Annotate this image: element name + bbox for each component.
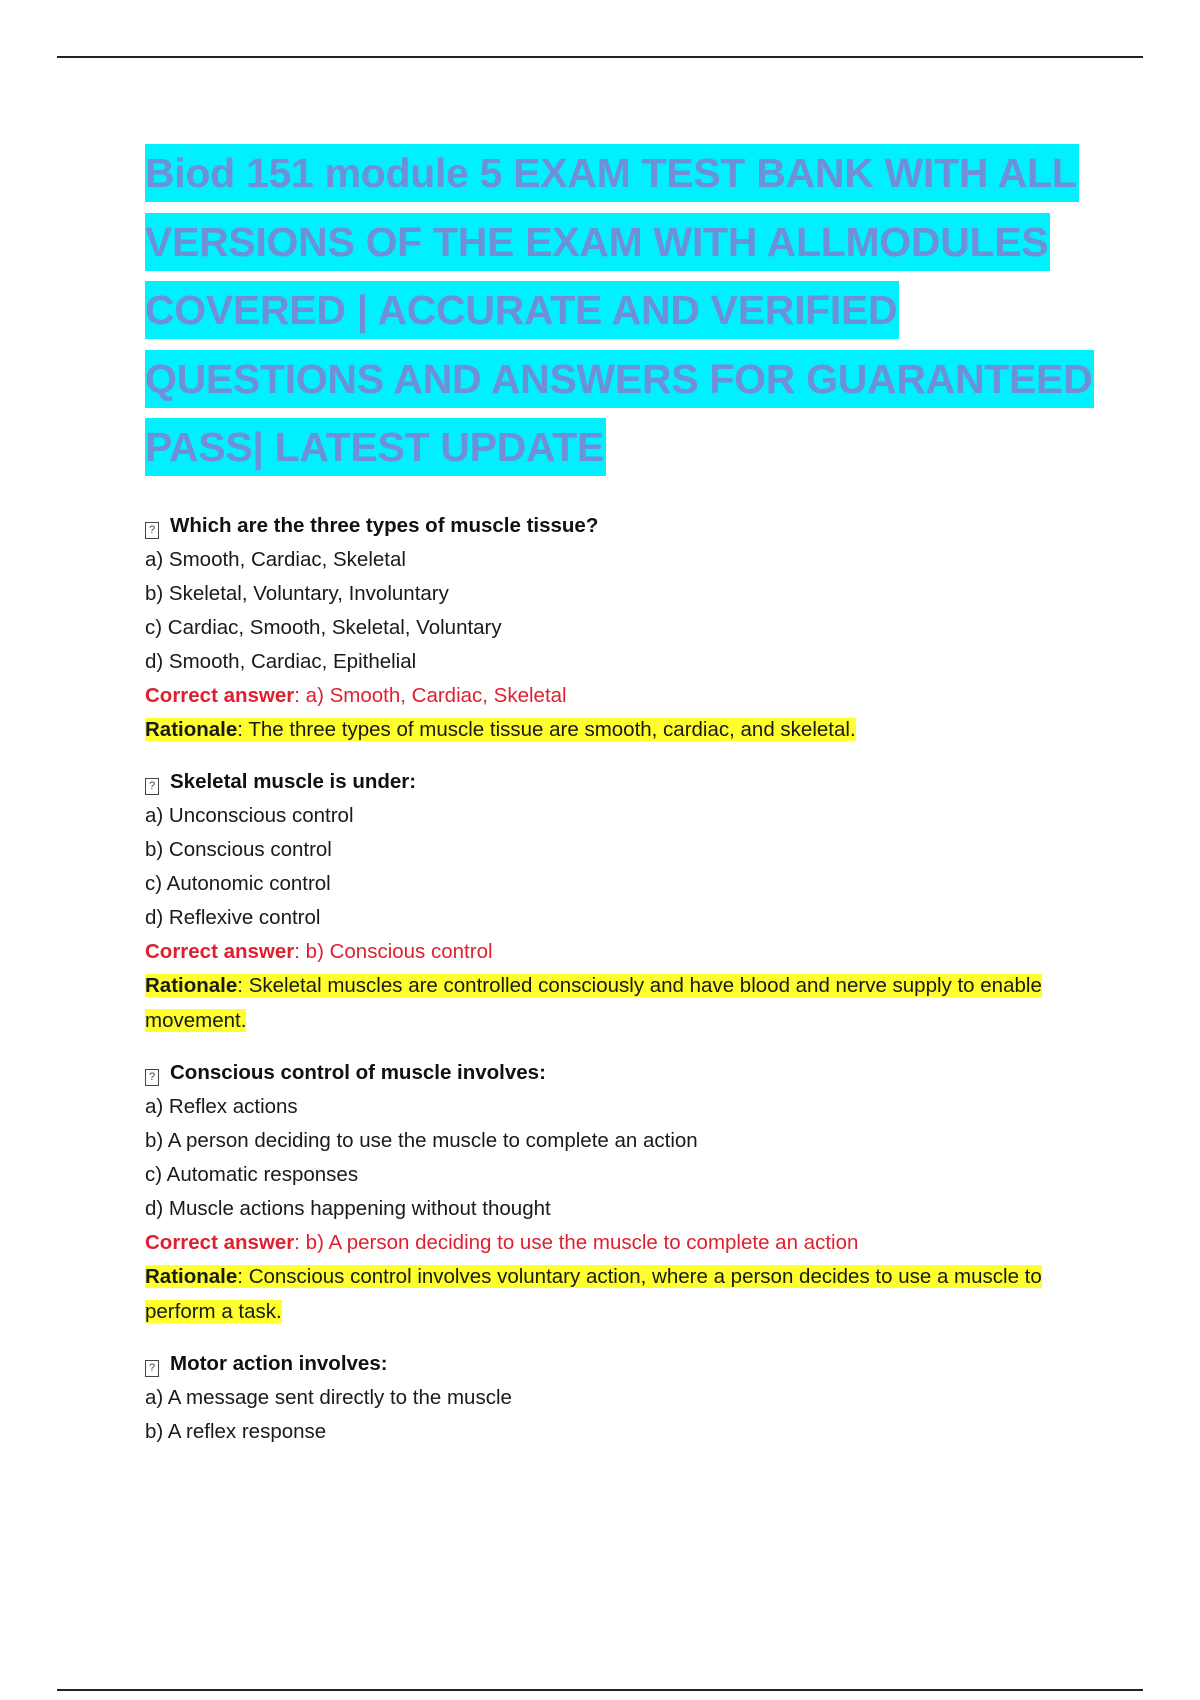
missing-glyph-icon: ? bbox=[145, 522, 159, 539]
rationale-label: Rationale bbox=[145, 1265, 238, 1288]
question-heading bbox=[145, 765, 1095, 799]
answer-option: b) A person deciding to use the muscle to complete an action bbox=[145, 1129, 698, 1152]
question-block bbox=[145, 765, 1095, 1038]
answer-option: d) Reflexive control bbox=[145, 906, 321, 929]
correct-answer: Correct answer: b) A person deciding to use the muscle to complete an action bbox=[145, 1231, 859, 1254]
answer-option: c) Cardiac, Smooth, Skeletal, Voluntary bbox=[145, 615, 502, 639]
title-line: COVERED | ACCURATE AND VERIFIED bbox=[145, 281, 899, 339]
answer-option: a) Unconscious control bbox=[145, 804, 354, 827]
correct-answer-label: Correct answer bbox=[145, 1231, 295, 1254]
rationale-label: Rationale bbox=[145, 974, 238, 997]
missing-glyph-icon: ? bbox=[145, 778, 159, 795]
missing-glyph-icon: ? bbox=[145, 1360, 159, 1377]
question-text: Conscious control of muscle involves: bbox=[170, 1061, 546, 1084]
rationale: Rationale: Conscious control involves voluntary action, where a person decides to use a muscle to perform a task. bbox=[145, 1265, 1042, 1323]
footer-rule bbox=[57, 1689, 1143, 1691]
missing-glyph-icon: ? bbox=[145, 1069, 159, 1086]
answer-option: c) Automatic responses bbox=[145, 1163, 359, 1186]
title-line: VERSIONS OF THE EXAM WITH ALLMODULES bbox=[145, 213, 1050, 271]
rationale: Rationale: The three types of muscle tissue are smooth, cardiac, and skeletal. bbox=[145, 717, 856, 741]
question-block bbox=[145, 1347, 1095, 1449]
correct-answer-value: b) A person deciding to use the muscle to complete an action bbox=[305, 1231, 859, 1254]
answer-option: b) Skeletal, Voluntary, Involuntary bbox=[145, 581, 449, 605]
correct-answer: Correct answer: b) Conscious control bbox=[145, 940, 493, 963]
correct-answer-value: b) Conscious control bbox=[305, 940, 493, 963]
title-line: PASS| LATEST UPDATE bbox=[145, 418, 606, 476]
answer-option: a) Reflex actions bbox=[145, 1095, 298, 1118]
question-text: Motor action involves: bbox=[170, 1352, 388, 1375]
rationale-text: Conscious control involves voluntary action, where a person decides to use a muscle to perform a task. bbox=[145, 1265, 1042, 1323]
answer-option: a) A message sent directly to the muscle bbox=[145, 1386, 512, 1409]
header-rule bbox=[57, 56, 1143, 58]
answer-option: b) A reflex response bbox=[145, 1420, 327, 1443]
question-text: Which are the three types of muscle tissue? bbox=[170, 513, 599, 537]
rationale-text: The three types of muscle tissue are smooth, cardiac, and skeletal. bbox=[248, 717, 856, 741]
document-body bbox=[145, 144, 1095, 1449]
title-line: QUESTIONS AND ANSWERS FOR GUARANTEED bbox=[145, 350, 1094, 408]
answer-option: c) Autonomic control bbox=[145, 872, 331, 895]
title-line: Biod 151 module 5 EXAM TEST BANK WITH ALL bbox=[145, 144, 1079, 202]
answer-option: d) Smooth, Cardiac, Epithelial bbox=[145, 649, 417, 673]
answer-option: b) Conscious control bbox=[145, 838, 332, 861]
correct-answer-label: Correct answer bbox=[145, 683, 295, 707]
question-heading bbox=[145, 1347, 1095, 1381]
question-heading bbox=[145, 509, 1095, 543]
correct-answer-label: Correct answer bbox=[145, 940, 295, 963]
answer-option: a) Smooth, Cardiac, Skeletal bbox=[145, 547, 406, 571]
correct-answer: Correct answer: a) Smooth, Cardiac, Skeletal bbox=[145, 683, 567, 707]
rationale-label: Rationale bbox=[145, 717, 238, 741]
correct-answer-value: a) Smooth, Cardiac, Skeletal bbox=[305, 683, 567, 707]
answer-option: d) Muscle actions happening without thought bbox=[145, 1197, 551, 1220]
document-title bbox=[145, 144, 1095, 487]
question-heading bbox=[145, 1056, 1095, 1090]
rationale: Rationale: Skeletal muscles are controlled consciously and have blood and nerve supply to enable movement. bbox=[145, 974, 1042, 1032]
rationale-text: Skeletal muscles are controlled consciously and have blood and nerve supply to enable movement. bbox=[145, 974, 1042, 1032]
question-block bbox=[145, 509, 1095, 748]
question-block bbox=[145, 1056, 1095, 1329]
question-text: Skeletal muscle is under: bbox=[170, 770, 417, 793]
